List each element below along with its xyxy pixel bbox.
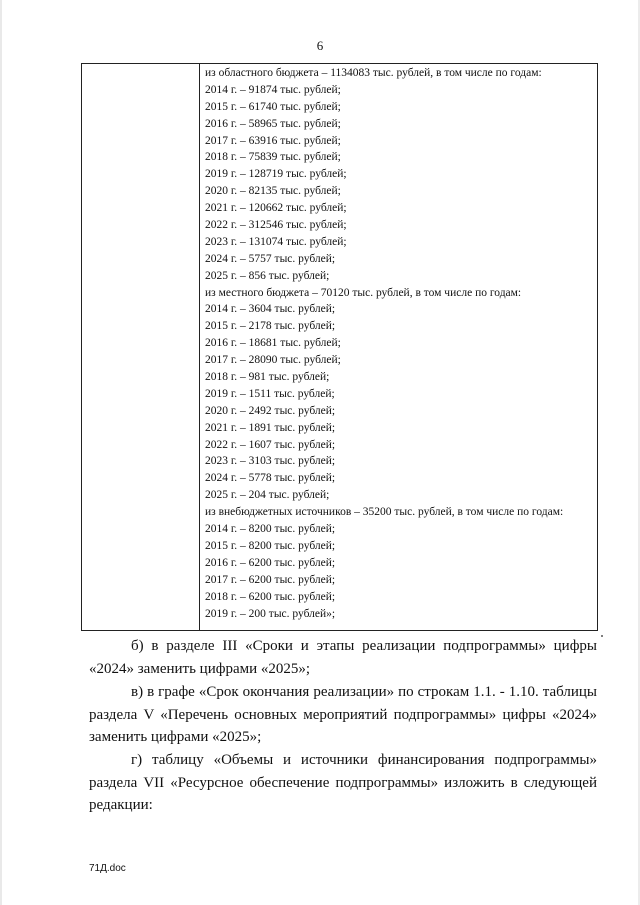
- regional-budget-years: [205, 82, 594, 285]
- year-amount-line: 2016 г. – 18681 тыс. рублей;: [205, 337, 341, 350]
- year-amount-line: 2016 г. – 58965 тыс. рублей;: [205, 117, 341, 130]
- year-amount-line: 2016 г. – 6200 тыс. рублей;: [205, 556, 336, 569]
- year-amount-line: 2023 г. – 3103 тыс. рублей;: [205, 455, 336, 468]
- year-amount-line: 2023 г. – 131074 тыс. рублей;: [205, 235, 347, 248]
- year-amount-line: 2022 г. – 1607 тыс. рублей;: [205, 438, 336, 451]
- regional-budget-header: из областного бюджета – 1134083 тыс. рублей, в том числе по годам:: [205, 67, 542, 79]
- extra-budget-header: из внебюджетных источников – 35200 тыс. рублей, в том числе по годам:: [205, 506, 564, 519]
- scan-speck: [601, 635, 603, 637]
- year-amount-line: 2015 г. – 2178 тыс. рублей;: [205, 320, 336, 333]
- year-amount-line: 2025 г. – 856 тыс. рублей;: [205, 269, 330, 282]
- file-name-footer: 71Д.doc: [89, 863, 126, 874]
- extra-budget-years: [205, 521, 594, 622]
- year-amount-line: 2014 г. – 91874 тыс. рублей;: [205, 83, 341, 96]
- local-budget-years: [205, 301, 594, 504]
- table-left-column: [82, 64, 200, 630]
- year-amount-line: 2024 г. – 5778 тыс. рублей;: [205, 472, 336, 485]
- page-number: 6: [316, 38, 324, 53]
- year-amount-line: 2015 г. – 8200 тыс. рублей;: [205, 539, 336, 552]
- year-amount-line: 2019 г. – 128719 тыс. рублей;: [205, 168, 347, 181]
- paragraph-v: в) в графе «Срок окончания реализации» по строкам 1.1. - 1.10. таблицы раздела V «Перечень основных мероприятий подпрограммы» цифры «2024» заменить цифрами «2025»;: [89, 684, 597, 745]
- year-amount-line: 2015 г. – 61740 тыс. рублей;: [205, 100, 341, 113]
- year-amount-line: 2018 г. – 981 тыс. рублей;: [205, 371, 330, 384]
- scan-edge-left: [0, 0, 2, 905]
- financing-table: [81, 63, 598, 631]
- paragraph-g: г) таблицу «Объемы и источники финансирования подпрограммы» раздела VII «Ресурсное обеспечение подпрограммы» изложить в следующей редакции:: [89, 752, 597, 813]
- year-amount-line: 2018 г. – 75839 тыс. рублей;: [205, 151, 341, 164]
- year-amount-line: 2017 г. – 63916 тыс. рублей;: [205, 134, 341, 147]
- year-amount-line: 2014 г. – 3604 тыс. рублей;: [205, 303, 336, 316]
- paragraph-b: б) в разделе III «Сроки и этапы реализации подпрограммы» цифры «2024» заменить цифрами «2025»;: [89, 638, 597, 677]
- year-amount-line: 2020 г. – 82135 тыс. рублей;: [205, 185, 341, 198]
- year-amount-line: 2019 г. – 200 тыс. рублей»;: [205, 607, 336, 620]
- year-amount-line: 2020 г. – 2492 тыс. рублей;: [205, 404, 336, 417]
- year-amount-line: 2017 г. – 6200 тыс. рублей;: [205, 573, 336, 586]
- year-amount-line: 2025 г. – 204 тыс. рублей;: [205, 489, 330, 502]
- year-amount-line: 2021 г. – 120662 тыс. рублей;: [205, 202, 347, 215]
- local-budget-header: из местного бюджета – 70120 тыс. рублей, в том числе по годам:: [205, 286, 522, 299]
- year-amount-line: 2014 г. – 8200 тыс. рублей;: [205, 523, 336, 536]
- year-amount-line: 2017 г. – 28090 тыс. рублей;: [205, 354, 341, 367]
- year-amount-line: 2019 г. – 1511 тыс. рублей;: [205, 387, 335, 400]
- year-amount-line: 2018 г. – 6200 тыс. рублей;: [205, 590, 336, 603]
- year-amount-line: 2021 г. – 1891 тыс. рублей;: [205, 421, 336, 434]
- year-amount-line: 2022 г. – 312546 тыс. рублей;: [205, 219, 347, 232]
- table-right-column: [205, 65, 594, 622]
- year-amount-line: 2024 г. – 5757 тыс. рублей;: [205, 252, 336, 265]
